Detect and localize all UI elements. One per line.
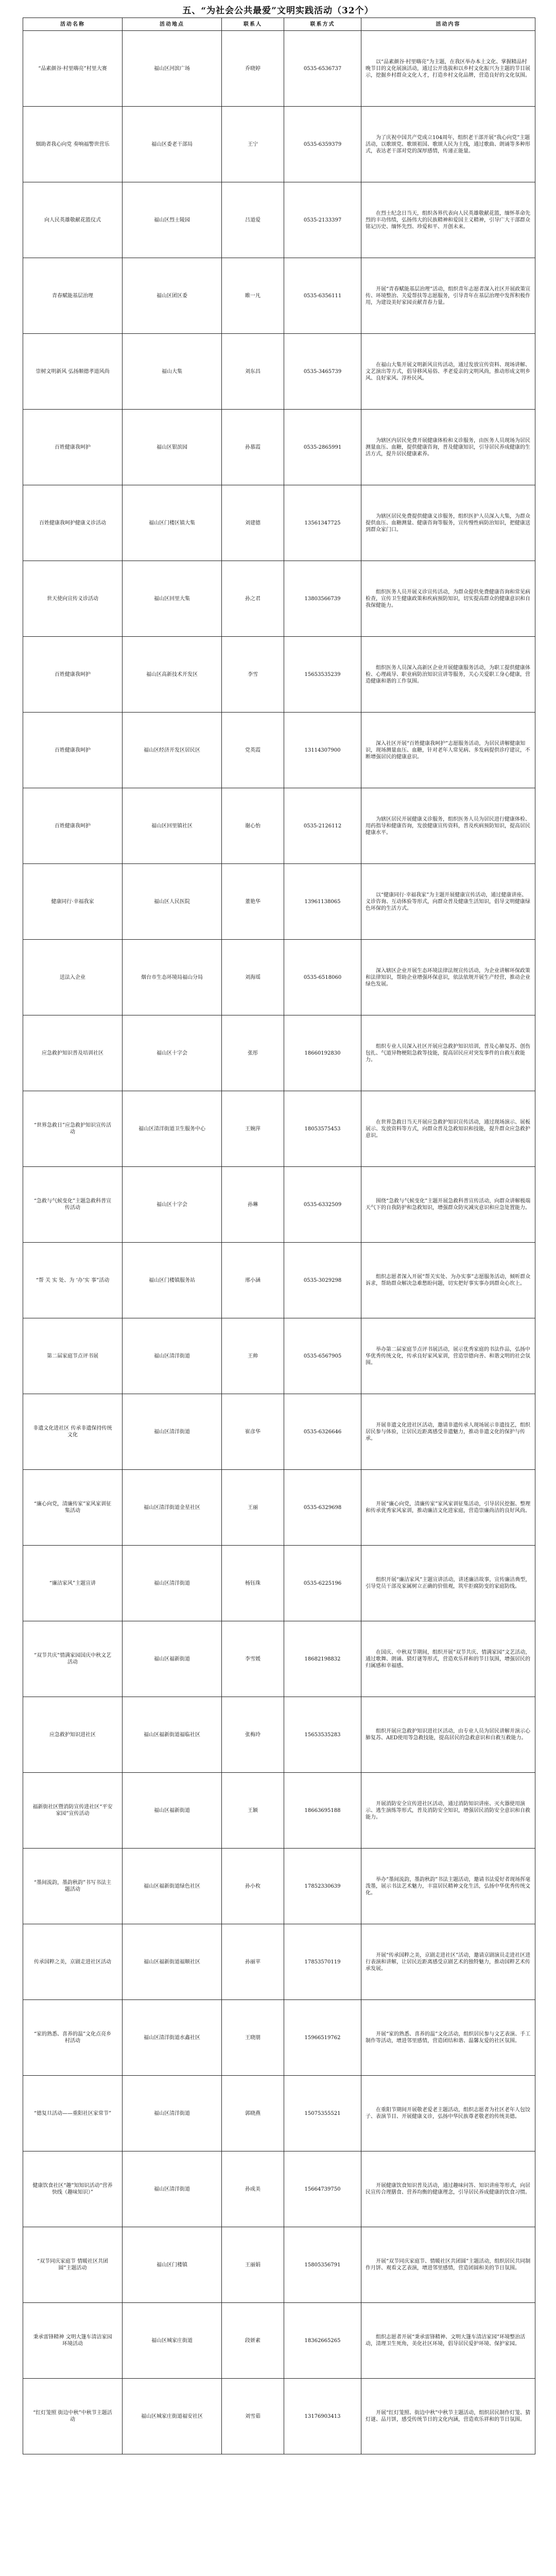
cell-activity-place: 福山区人民医院: [123, 864, 222, 940]
table-row: [23, 1318, 535, 1394]
table-row: [23, 637, 535, 713]
cell-activity-name: “品素颜谷·村里嗨亮”村里大赛: [23, 31, 123, 107]
cell-activity-content: 举办“墨间流韵，墨韵秋韵”书法主题活动，邀请书法爱好者现场挥毫泼墨，展示书法艺术魅力，丰富居民精神文化生活，弘扬中华优秀传统文化。: [361, 1849, 535, 1924]
cell-activity-place: 福山区门楼区镇大集: [123, 485, 222, 561]
cell-activity-name: 应急救护知识普及培训社区: [23, 1015, 123, 1091]
cell-phone: 15805356791: [284, 2227, 361, 2303]
cell-phone: 15966519762: [284, 2000, 361, 2076]
table-row: [23, 2227, 535, 2303]
table-row: [23, 334, 535, 410]
cell-contact: 崔彦华: [222, 1394, 284, 1470]
cell-contact: 段妍素: [222, 2303, 284, 2379]
cell-activity-content: 组织志愿者深入开展“帮关实处、为办实事”志愿服务活动，倾听群众诉求，帮助群众解决急难愁盼问题，切实把好事实事办到群众心坎上。: [361, 1243, 535, 1318]
table-row: [23, 1167, 535, 1243]
cell-phone: 15653535239: [284, 637, 361, 713]
cell-phone: 0535-6518060: [284, 940, 361, 1015]
cell-activity-place: 福山区十字会: [123, 1015, 222, 1091]
cell-phone: 0535-6567905: [284, 1318, 361, 1394]
cell-activity-content: 开展“红灯笼照、街边中秋”中秋节主题活动，组织居民制作灯笼、猜灯谜、品月饼，感受传统节日的文化内涵，营造欢乐祥和的节日氛围。: [361, 2379, 535, 2454]
cell-phone: 0535-3465739: [284, 334, 361, 410]
cell-activity-place: 福山区高新技术开发区: [123, 637, 222, 713]
cell-activity-content: 组织专业人员深入社区开展应急救护知识培训，普及心肺复苏、创伤包扎、气道异物梗阻急救等技能，提高居民应对突发事件的自救互救能力。: [361, 1015, 535, 1091]
cell-contact: 孙慕霞: [222, 410, 284, 485]
cell-phone: 0535-2865991: [284, 410, 361, 485]
cell-phone: 15653535283: [284, 1697, 361, 1773]
cell-phone: 13803566739: [284, 561, 361, 637]
cell-activity-content: 为辖区居民免费提供健康义诊服务，组织医护人员深入大集，为群众提供血压、血糖测量、健康咨询等服务，宣传慢性病防治知识，把健康送到群众家门口。: [361, 485, 535, 561]
cell-contact: 郭晓燕: [222, 2076, 284, 2151]
cell-activity-content: 在福山大集开展文明新风宣传活动，通过发放宣传资料、现场讲解、文艺演出等方式，倡导移风易俗、孝老爱亲的文明风尚，推动形成文明乡风、良好家风、淳朴民风。: [361, 334, 535, 410]
table-row: [23, 2000, 535, 2076]
cell-contact: 王婉萍: [222, 1091, 284, 1167]
table-row: [23, 258, 535, 334]
cell-phone: 17853570119: [284, 1924, 361, 2000]
table-row: [23, 2151, 535, 2227]
header-activity-place: 活动地点: [123, 18, 222, 31]
cell-phone: 13114307900: [284, 713, 361, 788]
cell-activity-name: 非遗文化进社区 传承非遗保持传统文化: [23, 1394, 123, 1470]
cell-activity-name: “廉洁家风”主题宣讲: [23, 1546, 123, 1621]
cell-phone: 18660192830: [284, 1015, 361, 1091]
cell-activity-name: 向人民英雄敬献花篮仪式: [23, 182, 123, 258]
cell-contact: 王帅: [222, 1318, 284, 1394]
cell-contact: 杨钰珠: [222, 1546, 284, 1621]
section-title: 五、“为社会公共最爱”文明实践活动（32个）: [182, 6, 374, 16]
table-row: [23, 864, 535, 940]
cell-activity-name: “墨间流韵，墨韵秋韵”书写书法主题活动: [23, 1849, 123, 1924]
cell-activity-content: 组织开展应急救护知识进社区活动，由专业人员为居民讲解并演示心肺复苏、AED使用等急救技能，提高居民的急救意识和自救互救能力。: [361, 1697, 535, 1773]
cell-activity-place: 福山大集: [123, 334, 222, 410]
cell-phone: 18682198832: [284, 1621, 361, 1697]
cell-phone: 18053575453: [284, 1091, 361, 1167]
table-row: [23, 1015, 535, 1091]
cell-activity-name: 福新街社区暨消防宣传进社区“平安家园”宣传活动: [23, 1773, 123, 1849]
table-row: [23, 1243, 535, 1318]
cell-activity-content: 为辖区居民开展健康义诊服务，组织医务人员为居民进行健康体检、用药指导和健康咨询，发放健康宣传资料，普及疾病预防知识，提高居民健康水平。: [361, 788, 535, 864]
cell-phone: 0535-3029298: [284, 1243, 361, 1318]
cell-activity-place: 福山区烈士陵园: [123, 182, 222, 258]
cell-activity-place: 福山区回里镇社区: [123, 788, 222, 864]
header-activity-name: 活动名称: [23, 18, 123, 31]
cell-activity-place: 福山区福新街道: [123, 1773, 222, 1849]
cell-phone: 15664739750: [284, 2151, 361, 2227]
cell-activity-content: 深入辖区企业开展生态环境法律法规宣传活动，为企业讲解环保政策和法律知识，帮助企业增强环保意识，依法依规开展生产经营，推动企业绿色发展。: [361, 940, 535, 1015]
table-row: [23, 182, 535, 258]
header-phone: 联系方式: [284, 18, 361, 31]
cell-contact: 董艳华: [222, 864, 284, 940]
cell-activity-name: 百姓健康我呵护: [23, 637, 123, 713]
cell-activity-place: 福山区十字会: [123, 1167, 222, 1243]
cell-phone: 0535-6356111: [284, 258, 361, 334]
table-row: [23, 788, 535, 864]
cell-contact: 王宁: [222, 107, 284, 182]
cell-activity-content: 以“健康同行·幸福我家”为主题开展健康宣传活动，通过健康讲座、义诊咨询、互动体验等形式，向群众普及健康生活知识，倡导文明健康绿色环保的生活方式。: [361, 864, 535, 940]
cell-activity-content: 开展健康饮食知识普及活动，通过趣味问答、知识讲座等形式，向居民宣传合理膳食、营养均衡的健康理念，引导居民养成健康的饮食习惯。: [361, 2151, 535, 2227]
cell-activity-place: 福山区门楼镇服务站: [123, 1243, 222, 1318]
cell-activity-place: 福山区城家庄街道福安社区: [123, 2379, 222, 2454]
cell-contact: 孙小枚: [222, 1849, 284, 1924]
cell-phone: 13961138065: [284, 864, 361, 940]
cell-activity-name: 健康饮食社区“趣”知知识活动“营养快线（趣味知识）”: [23, 2151, 123, 2227]
table-row: [23, 2076, 535, 2151]
cell-contact: 刘雪茹: [222, 2379, 284, 2454]
cell-activity-place: 福山区银滨园: [123, 410, 222, 485]
table-row: [23, 107, 535, 182]
cell-contact: 孙琳: [222, 1167, 284, 1243]
cell-activity-name: 世天使向宣传义诊活动: [23, 561, 123, 637]
cell-activity-name: 青春赋能基层治理: [23, 258, 123, 334]
cell-activity-place: 福山区清洋街道: [123, 2151, 222, 2227]
cell-contact: 王丽: [222, 1470, 284, 1546]
cell-activity-name: 烟助者我心向党 奏响福警世营乐: [23, 107, 123, 182]
cell-phone: 15075355521: [284, 2076, 361, 2151]
cell-activity-content: 开展“双节同庆家庭节、情暖社区共团圆”主题活动，组织居民共同制作月饼、观看文艺表演，增进邻里感情，营造团圆和美的节日氛围。: [361, 2227, 535, 2303]
cell-contact: 刘东昌: [222, 334, 284, 410]
cell-activity-content: 围绕“急救与气候变化”主题开展急救科普宣传活动，向群众讲解极端天气下的自我防护和急救知识，增强群众防灾减灾意识和应急处置能力。: [361, 1167, 535, 1243]
table-row: [23, 410, 535, 485]
cell-contact: 张彤: [222, 1015, 284, 1091]
cell-activity-content: 开展非遗文化进社区活动，邀请非遗传承人现场展示非遗技艺，组织居民参与体验，让居民近距离感受非遗魅力，推动非遗文化的保护与传承。: [361, 1394, 535, 1470]
cell-phone: 17852330639: [284, 1849, 361, 1924]
table-row: [23, 1621, 535, 1697]
cell-contact: 李雪: [222, 637, 284, 713]
cell-activity-place: 福山区门楼镇: [123, 2227, 222, 2303]
cell-activity-name: 百姓健康我呵护健康义诊活动: [23, 485, 123, 561]
cell-activity-content: 为了庆祝中国共产党成立104周年，组织老干部开展“我心向党”主题活动，以歌颂党、歌颂祖国、歌颂人民为主线，通过歌曲、朗诵等多种形式，表达老干部对党的深厚感情，传递正能量。: [361, 107, 535, 182]
cell-activity-place: 福山区城家庄街道: [123, 2303, 222, 2379]
cell-phone: 0535-2133397: [284, 182, 361, 258]
cell-activity-name: “德复旦活动——重阳社区家常节”: [23, 2076, 123, 2151]
cell-activity-name: 百姓健康我呵护: [23, 410, 123, 485]
cell-contact: 王丽娟: [222, 2227, 284, 2303]
cell-activity-place: 福山区委老干部局: [123, 107, 222, 182]
cell-activity-content: 开展“家的熟悉、喜养的温”文化活动，组织居民参与文艺表演、手工制作等活动，增进邻里感情，营造团结和谐、温馨友爱的社区氛围。: [361, 2000, 535, 2076]
table-row: [23, 1546, 535, 1621]
cell-contact: 睢一凡: [222, 258, 284, 334]
cell-activity-content: 开展“传承国粹之美，京剧走进社区”活动，邀请京剧演员走进社区进行表演和讲解，让居民近距离感受京剧艺术的独特魅力，推动国粹艺术传承发展。: [361, 1924, 535, 2000]
cell-phone: 13176903413: [284, 2379, 361, 2454]
cell-activity-content: 开展“廉心向党，清廉传家”家风家训征集活动，引导居民挖掘、整理和传承优秀家风家训，推动廉洁文化进家庭，营造崇廉尚洁的良好风尚。: [361, 1470, 535, 1546]
cell-activity-content: 开展消防安全宣传进社区活动，通过消防知识讲座、灭火器使用演示、逃生演练等形式，普及消防安全知识，增强居民消防安全意识和自救能力。: [361, 1773, 535, 1849]
cell-activity-name: “双节同庆家庭节 情暖社区共团圆”主题活动: [23, 2227, 123, 2303]
cell-activity-name: 第二届家庭节点评书展: [23, 1318, 123, 1394]
cell-activity-place: 福山区清洋街道: [123, 1318, 222, 1394]
cell-phone: 0535-6225196: [284, 1546, 361, 1621]
cell-phone: 18362665265: [284, 2303, 361, 2379]
cell-activity-content: 举办第二届家庭节点评书展活动，展示优秀家庭的书法作品，弘扬中华优秀传统文化，传承良好家风家训，营造崇德向善、和谐文明的社会氛围。: [361, 1318, 535, 1394]
header-activity-content: 活动内容: [361, 18, 535, 31]
cell-activity-place: 福山区清洋街道: [123, 1546, 222, 1621]
cell-activity-place: 福山区福新街道福临社区: [123, 1697, 222, 1773]
cell-phone: 18663695188: [284, 1773, 361, 1849]
table-row: [23, 1849, 535, 1924]
cell-activity-content: 在重阳节期间开展敬老爱老主题活动，组织志愿者为社区老年人包饺子、表演节目、开展健康义诊，弘扬中华民族尊老敬老的传统美德。: [361, 2076, 535, 2151]
cell-activity-place: 福山区福新街道绿色社区: [123, 1849, 222, 1924]
cell-activity-name: “帮 关 实 处、为 ‘办’实 事”活动: [23, 1243, 123, 1318]
table-header-row: [23, 18, 535, 31]
cell-activity-content: 组织医务人员开展义诊宣传活动，为群众提供免费健康咨询和常见病检查，宣传卫生健康政策和疾病预防知识，切实提高群众的健康意识和自我保健能力。: [361, 561, 535, 637]
cell-activity-content: 组织志愿者开展“秉承雷锋精神、文明大篷车清洁家园”环境整治活动，清理卫生死角，美化社区环境，倡导居民爱护环境、保护家园。: [361, 2303, 535, 2379]
cell-activity-name: 送法入企业: [23, 940, 123, 1015]
cell-contact: 孙成美: [222, 2151, 284, 2227]
cell-contact: 刘海瑶: [222, 940, 284, 1015]
cell-contact: 谢心怡: [222, 788, 284, 864]
cell-phone: 0535-6329698: [284, 1470, 361, 1546]
cell-contact: 党英霞: [222, 713, 284, 788]
cell-contact: 刘建德: [222, 485, 284, 561]
table-row: [23, 2379, 535, 2454]
cell-phone: 0535-6326646: [284, 1394, 361, 1470]
table-row: [23, 561, 535, 637]
cell-activity-content: 在世界急救日当天开展应急救护知识宣传活动，通过现场演示、展板展示、发放资料等方式，向群众普及急救知识和技能，提升群众应急救护意识。: [361, 1091, 535, 1167]
cell-activity-name: “急救与气候变化”主题急救科普宣传活动: [23, 1167, 123, 1243]
cell-phone: 13561347725: [284, 485, 361, 561]
table-row: [23, 485, 535, 561]
cell-activity-content: 组织开展“廉洁家风”主题宣讲活动，讲述廉洁故事，宣传廉洁典型，引导党员干部及家属树立正确的价值观，筑牢拒腐防变的家庭防线。: [361, 1546, 535, 1621]
cell-activity-content: 在烈士纪念日当天，组织各界代表向人民英雄敬献花篮，缅怀革命先烈的丰功伟绩，弘扬伟大的民族精神和爱国主义精神，引导广大干部群众铭记历史、缅怀先烈、珍爱和平、开创未来。: [361, 182, 535, 258]
cell-activity-name: “廉心向党，清廉传家”家风家训征集活动: [23, 1470, 123, 1546]
cell-activity-name: 百姓健康我呵护: [23, 713, 123, 788]
cell-activity-name: 健康同行·幸福我家: [23, 864, 123, 940]
table-row: [23, 1697, 535, 1773]
table-row: [23, 940, 535, 1015]
cell-activity-name: 应急救护知识进社区: [23, 1697, 123, 1773]
cell-activity-place: 福山区清洋街道卫生服务中心: [123, 1091, 222, 1167]
cell-contact: 张梅玲: [222, 1697, 284, 1773]
table-row: [23, 1394, 535, 1470]
cell-activity-name: 传承国粹之美，京剧走进社区活动: [23, 1924, 123, 2000]
cell-activity-place: 福山区清洋街道金星社区: [123, 1470, 222, 1546]
cell-activity-place: 福山区福新街道: [123, 1621, 222, 1697]
cell-activity-content: 开展“青春赋能基层治理”活动，组织青年志愿者深入社区开展政策宣传、环境整治、关爱帮扶等志愿服务，引导青年在基层治理中发挥积极作用，为建设美好家园贡献青春力量。: [361, 258, 535, 334]
cell-contact: 王颖: [222, 1773, 284, 1849]
cell-activity-place: 福山区回里大集: [123, 561, 222, 637]
table-row: [23, 1924, 535, 2000]
cell-activity-place: 烟台市生态环境局福山分局: [123, 940, 222, 1015]
cell-activity-content: 以“品素颜谷·村里嗨亮”为主题，在我区举办本土文化、掌握精品村晚节目的文化展演活动，通过公开选拔和以乡村文化振兴为主题的节目展示，挖掘乡村群众文化人才，打造乡村文化品牌，营造良好的文化氛围。: [361, 31, 535, 107]
cell-activity-place: 福山区河滨广场: [123, 31, 222, 107]
cell-activity-name: “世界急救日”应急救护知识宣传活动: [23, 1091, 123, 1167]
cell-activity-content: 在国庆、中秋双节期间，组织开展“双节共庆、情满家园”文艺活动，通过歌舞、朗诵、猜灯谜等形式，营造欢乐祥和的节日氛围，增强居民的归属感和幸福感。: [361, 1621, 535, 1697]
cell-phone: 0535-6332509: [284, 1167, 361, 1243]
header-contact: 联系人: [222, 18, 284, 31]
cell-activity-place: 福山区清洋街道水鑫社区: [123, 2000, 222, 2076]
cell-activity-place: 福山区清洋街道: [123, 1394, 222, 1470]
cell-activity-name: “家的熟悉、喜养的温”文化点亮乡村活动: [23, 2000, 123, 2076]
table-row: [23, 31, 535, 107]
cell-activity-name: 秉承雷锋精神 文明大篷车清洁家园环境活动: [23, 2303, 123, 2379]
table-row: [23, 2303, 535, 2379]
cell-contact: 吕道爱: [222, 182, 284, 258]
cell-contact: 孙之君: [222, 561, 284, 637]
cell-phone: 0535-6359379: [284, 107, 361, 182]
cell-contact: 孙丽苹: [222, 1924, 284, 2000]
table-row: [23, 1470, 535, 1546]
cell-activity-name: “双节共庆”情满家园国庆中秋文艺活动: [23, 1621, 123, 1697]
cell-activity-name: 百姓健康我呵护: [23, 788, 123, 864]
table-row: [23, 1773, 535, 1849]
cell-activity-place: 福山区经济开发区居民区: [123, 713, 222, 788]
cell-activity-place: 福山区团区委: [123, 258, 222, 334]
table-row: [23, 1091, 535, 1167]
table-row: [23, 713, 535, 788]
cell-contact: 邢小涵: [222, 1243, 284, 1318]
cell-activity-place: 福山区福新街道福顺社区: [123, 1924, 222, 2000]
cell-contact: 乔晓婷: [222, 31, 284, 107]
cell-phone: 0535-6536737: [284, 31, 361, 107]
cell-activity-content: 组织医务人员深入高新区企业开展健康服务活动，为职工提供健康体检、心理疏导、职业病防治知识宣讲等服务，关心关爱职工身心健康，营造健康和谐的工作氛围。: [361, 637, 535, 713]
activity-table: [23, 18, 535, 2454]
cell-activity-content: 为辖区内居民免费开展健康体检和义诊服务，由医务人员现场为居民测量血压、血糖，提供健康咨询，普及健康知识，引导居民养成健康的生活方式，提升居民健康素养。: [361, 410, 535, 485]
cell-activity-name: 崇树文明新风 弘扬顺德孝道风尚: [23, 334, 123, 410]
cell-activity-content: 深入社区开展“百姓健康我呵护”志愿服务活动，为居民讲解健康知识，现场测量血压、血糖，针对老年人常见病、多发病提供诊疗建议，不断增强居民的健康意识。: [361, 713, 535, 788]
cell-activity-place: 福山区清洋街道: [123, 2076, 222, 2151]
cell-activity-name: “红灯笼照 街边中秋”中秋节主题活动: [23, 2379, 123, 2454]
cell-phone: 0535-2126112: [284, 788, 361, 864]
cell-contact: 李雪媛: [222, 1621, 284, 1697]
cell-contact: 王晓朋: [222, 2000, 284, 2076]
